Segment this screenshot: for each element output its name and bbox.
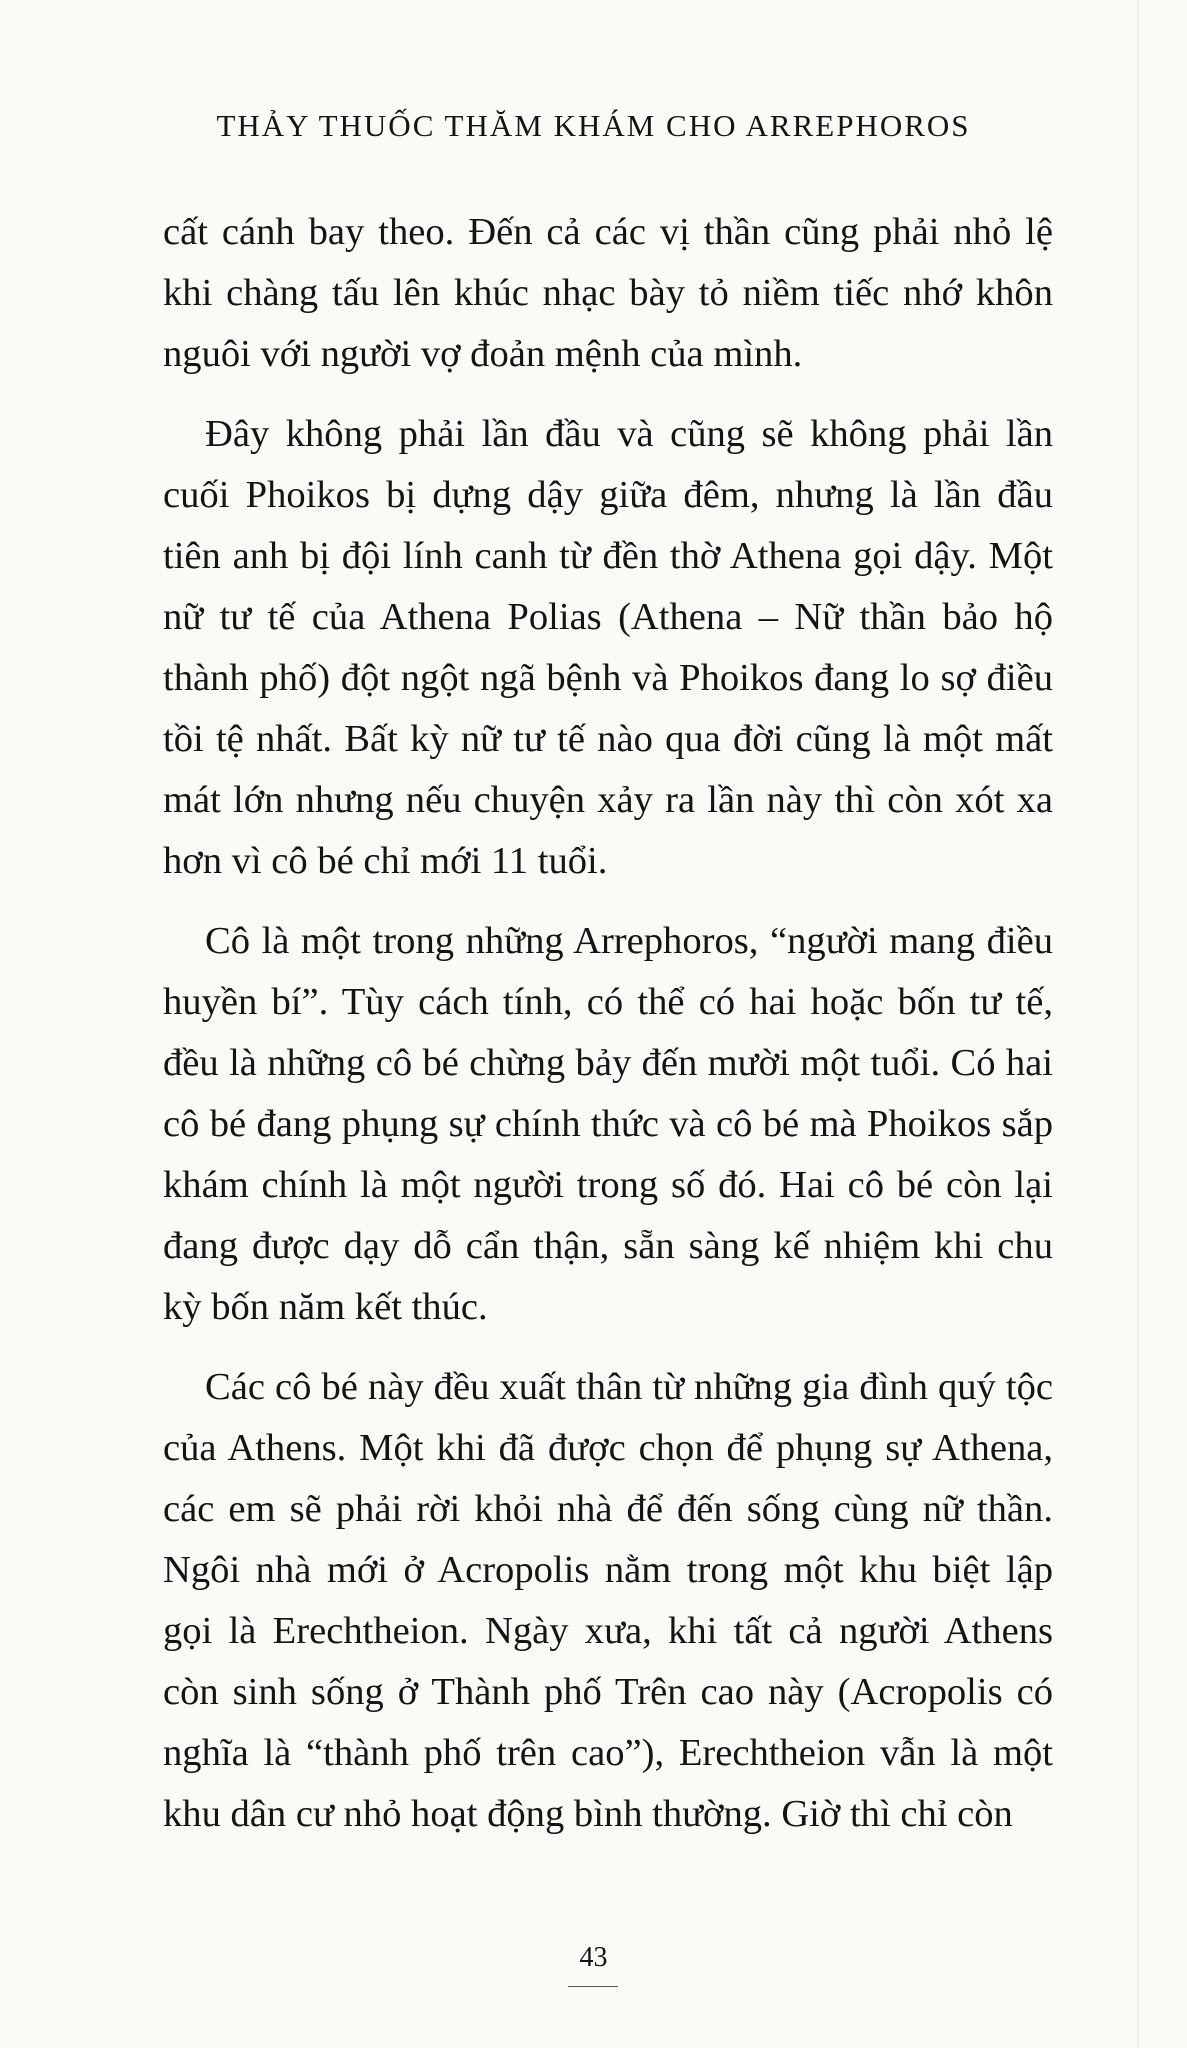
page-number-rule (568, 1986, 618, 1987)
page-number: 43 (579, 1942, 608, 1973)
paragraph: Các cô bé này đều xuất thân từ những gia đình quý tộc của Athens. Một khi đã được chọn để phụng sự Athena, các em sẽ phải rời khỏi nhà để đến sống cùng nữ thần. Ngôi nhà mới ở Acropolis nằm trong một khu biệt lập gọi là Erechtheion. Ngày xưa, khi tất cả người Athens còn sinh sống ở Thành phố Trên cao này (Acropolis có nghĩa là “thành phố trên cao”), Erechtheion vẫn là một khu dân cư nhỏ hoạt động bình thường. Giờ thì chỉ còn (163, 1366, 1053, 1835)
paragraph: Đây không phải lần đầu và cũng sẽ không phải lần cuối Phoikos bị dựng dậy giữa đêm, nhưng là lần đầu tiên anh bị đội lính canh từ đền thờ Athena gọi dậy. Một nữ tư tế của Athena Polias (Athena – Nữ thần bảo hộ thành phố) đột ngột ngã bệnh và Phoikos đang lo sợ điều tồi tệ nhất. Bất kỳ nữ tư tế nào qua đời cũng là một mất mát lớn nhưng nếu chuyện xảy ra lần này thì còn xót xa hơn vì cô bé chỉ mới 11 tuổi. (163, 413, 1053, 882)
body-text (163, 202, 1053, 1845)
paragraph: Cô là một trong những Arrephoros, “người mang điều huyền bí”. Tùy cách tính, có thể có hai hoặc bốn tư tế, đều là những cô bé chừng bảy đến mười một tuổi. Có hai cô bé đang phụng sự chính thức và cô bé mà Phoikos sắp khám chính là một người trong số đó. Hai cô bé còn lại đang được dạy dỗ cẩn thận, sẵn sàng kế nhiệm khi chu kỳ bốn năm kết thúc. (163, 920, 1053, 1328)
running-head: THẢY THUỐC THĂM KHÁM CHO ARREPHOROS (216, 108, 971, 143)
paragraph-continuation: cất cánh bay theo. Đến cả các vị thần cũng phải nhỏ lệ khi chàng tấu lên khúc nhạc bày tỏ niềm tiếc nhớ khôn nguôi với người vợ đoản mệnh của mình. (163, 211, 1053, 375)
page-edge-shadow (1137, 0, 1139, 2048)
